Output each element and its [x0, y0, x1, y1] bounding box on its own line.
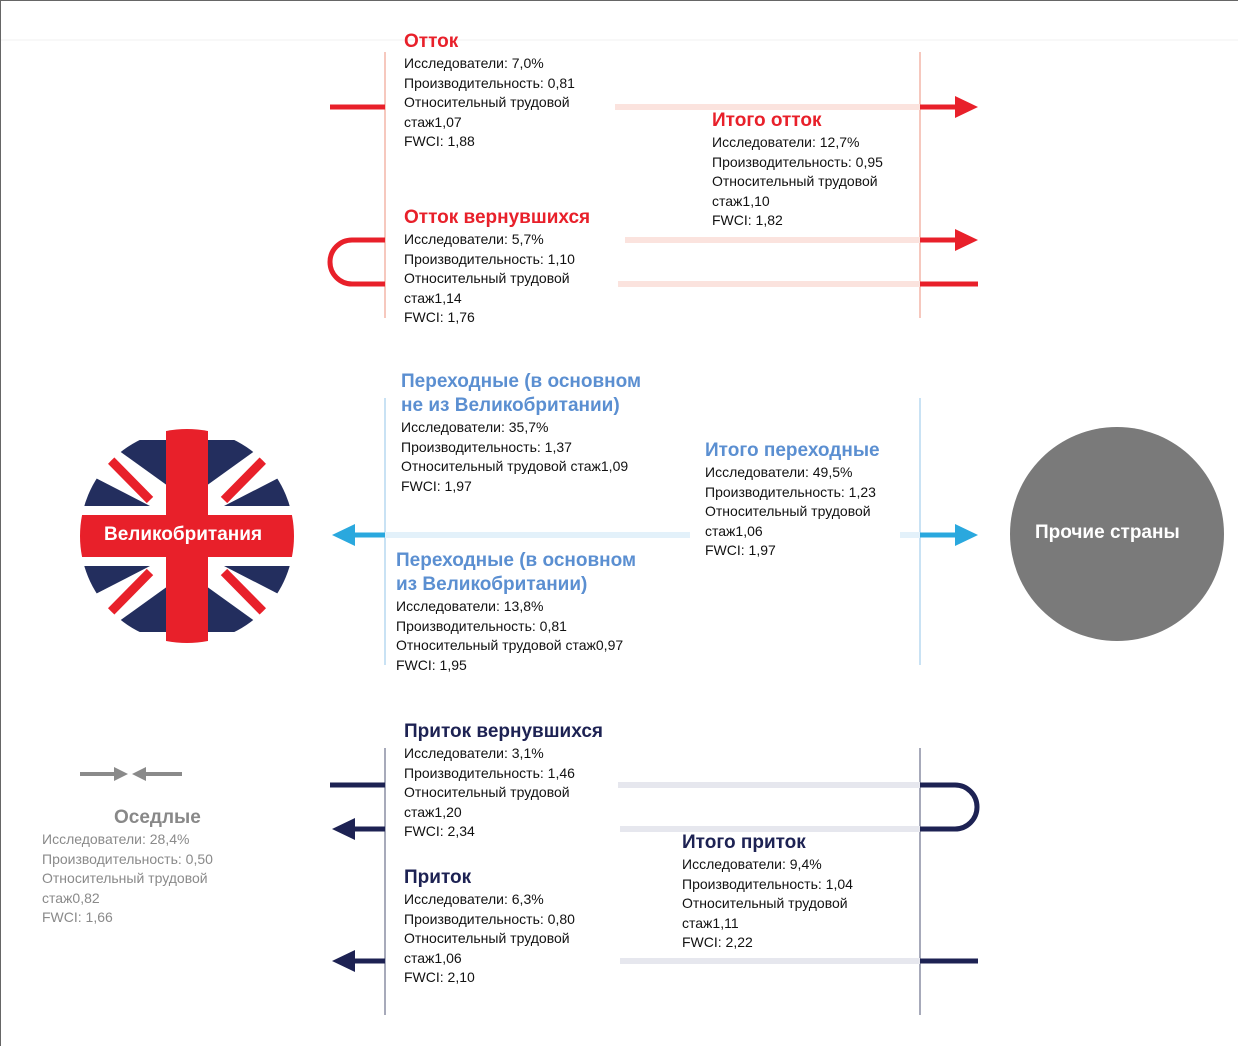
transit-non-uk-block	[401, 370, 641, 496]
transit-non-uk-tenure: Относительный трудовой стаж1,09	[401, 458, 629, 474]
inflow-total-tenure-line1: Относительный трудовой	[682, 895, 848, 911]
transit-non-uk-productivity: Производительность: 1,37	[401, 438, 572, 455]
transit-non-uk-fwci: FWCI: 1,97	[401, 477, 472, 494]
inflow-productivity: Производительность: 0,80	[404, 910, 575, 927]
returning-inflow-title: Приток вернувшихся	[404, 721, 603, 742]
transit-non-uk-title-line1: Переходные (в основном	[401, 371, 642, 392]
inflow-total-tenure-line2: стаж1,11	[682, 914, 739, 931]
returning-inflow-tenure-line2: стаж1,20	[404, 803, 462, 820]
outflow-total-block	[712, 109, 883, 231]
returning-inflow-arrowhead	[332, 818, 355, 840]
inflow-total-block	[682, 831, 853, 953]
inflow-tenure-line2: стаж1,06	[404, 949, 462, 966]
transit-non-uk-researchers: Исследователи: 35,7%	[401, 419, 549, 435]
transit-uk-researchers: Исследователи: 13,8%	[396, 598, 544, 614]
returning-inflow-productivity: Производительность: 1,46	[404, 764, 575, 781]
uk-label: Великобритания	[104, 524, 263, 545]
inflow-block	[404, 866, 575, 988]
outflow-total-fwci: FWCI: 1,82	[712, 212, 783, 228]
sedentary-researchers: Исследователи: 28,4%	[42, 831, 190, 847]
sedentary-title: Оседлые	[114, 807, 201, 828]
sedentary-block	[42, 806, 213, 928]
outflow-total-researchers: Исследователи: 12,7%	[712, 134, 860, 150]
transit-total-fwci: FWCI: 1,97	[705, 542, 776, 558]
returning-outflow-tenure-line2: стаж1,14	[404, 289, 462, 306]
other-countries-label: Прочие страны	[1035, 522, 1180, 543]
outflow-productivity: Производительность: 0,81	[404, 74, 575, 91]
outflow-total-tenure-line1: Относительный трудовой	[712, 173, 878, 189]
transit-total-tenure-line1: Относительный трудовой	[705, 503, 871, 519]
returning-outflow-productivity: Производительность: 1,10	[404, 250, 575, 267]
inflow-total-researchers: Исследователи: 9,4%	[682, 856, 822, 872]
transit-total-title: Итого переходные	[705, 440, 880, 461]
sedentary-tenure-line2: стаж0,82	[42, 889, 100, 906]
outflow-arrowhead	[955, 96, 978, 118]
returning-inflow-loop	[920, 785, 977, 829]
outflow-tenure-line1: Относительный трудовой	[404, 94, 570, 110]
inflow-title: Приток	[404, 867, 472, 888]
inflow-total-productivity: Производительность: 1,04	[682, 875, 853, 892]
transit-uk-title-line1: Переходные (в основном	[396, 550, 637, 571]
returning-outflow-researchers: Исследователи: 5,7%	[404, 231, 544, 247]
returning-outflow-title: Отток вернувшихся	[404, 207, 591, 228]
transit-left-arrowhead	[332, 524, 355, 546]
returning-inflow-researchers: Исследователи: 3,1%	[404, 745, 544, 761]
returning-outflow-loop	[330, 240, 385, 284]
outflow-researchers: Исследователи: 7,0%	[404, 55, 544, 71]
outflow-total-title: Итого отток	[712, 110, 822, 131]
returning-outflow-arrowhead	[955, 229, 978, 251]
outflow-title: Отток	[404, 31, 459, 52]
sedentary-arrows-icon	[80, 767, 182, 781]
inflow-total-fwci: FWCI: 2,22	[682, 934, 753, 950]
returning-inflow-fwci: FWCI: 2,34	[404, 823, 475, 839]
inflow-arrowhead	[332, 950, 355, 972]
transit-uk-title-line2: из Великобритании)	[396, 574, 588, 595]
sedentary-tenure-line1: Относительный трудовой	[42, 870, 208, 886]
outflow-fwci: FWCI: 1,88	[404, 133, 475, 149]
returning-outflow-block	[404, 206, 590, 328]
transit-right-arrowhead	[955, 524, 978, 546]
transit-uk-block	[396, 549, 636, 675]
inflow-total-title: Итого приток	[682, 832, 806, 853]
inflow-fwci: FWCI: 2,10	[404, 969, 475, 985]
returning-inflow-tenure-line1: Относительный трудовой	[404, 784, 570, 800]
outflow-total-tenure-line2: стаж1,10	[712, 192, 770, 209]
transit-non-uk-title-line2: не из Великобритании)	[401, 395, 620, 416]
transit-total-productivity: Производительность: 1,23	[705, 483, 876, 500]
returning-inflow-block	[404, 720, 603, 842]
inflow-researchers: Исследователи: 6,3%	[404, 891, 544, 907]
returning-outflow-fwci: FWCI: 1,76	[404, 309, 475, 325]
transit-uk-fwci: FWCI: 1,95	[396, 656, 467, 673]
outflow-total-productivity: Производительность: 0,95	[712, 153, 883, 170]
inflow-tenure-line1: Относительный трудовой	[404, 930, 570, 946]
sedentary-productivity: Производительность: 0,50	[42, 850, 213, 867]
returning-outflow-tenure-line1: Относительный трудовой	[404, 270, 570, 286]
transit-total-researchers: Исследователи: 49,5%	[705, 464, 853, 480]
transit-uk-tenure: Относительный трудовой стаж0,97	[396, 637, 624, 653]
transit-uk-productivity: Производительность: 0,81	[396, 617, 567, 634]
outflow-block	[404, 30, 575, 152]
transit-total-block	[705, 439, 880, 561]
sedentary-fwci: FWCI: 1,66	[42, 909, 113, 925]
outflow-tenure-line2: стаж1,07	[404, 113, 462, 130]
transit-total-tenure-line2: стаж1,06	[705, 522, 763, 539]
